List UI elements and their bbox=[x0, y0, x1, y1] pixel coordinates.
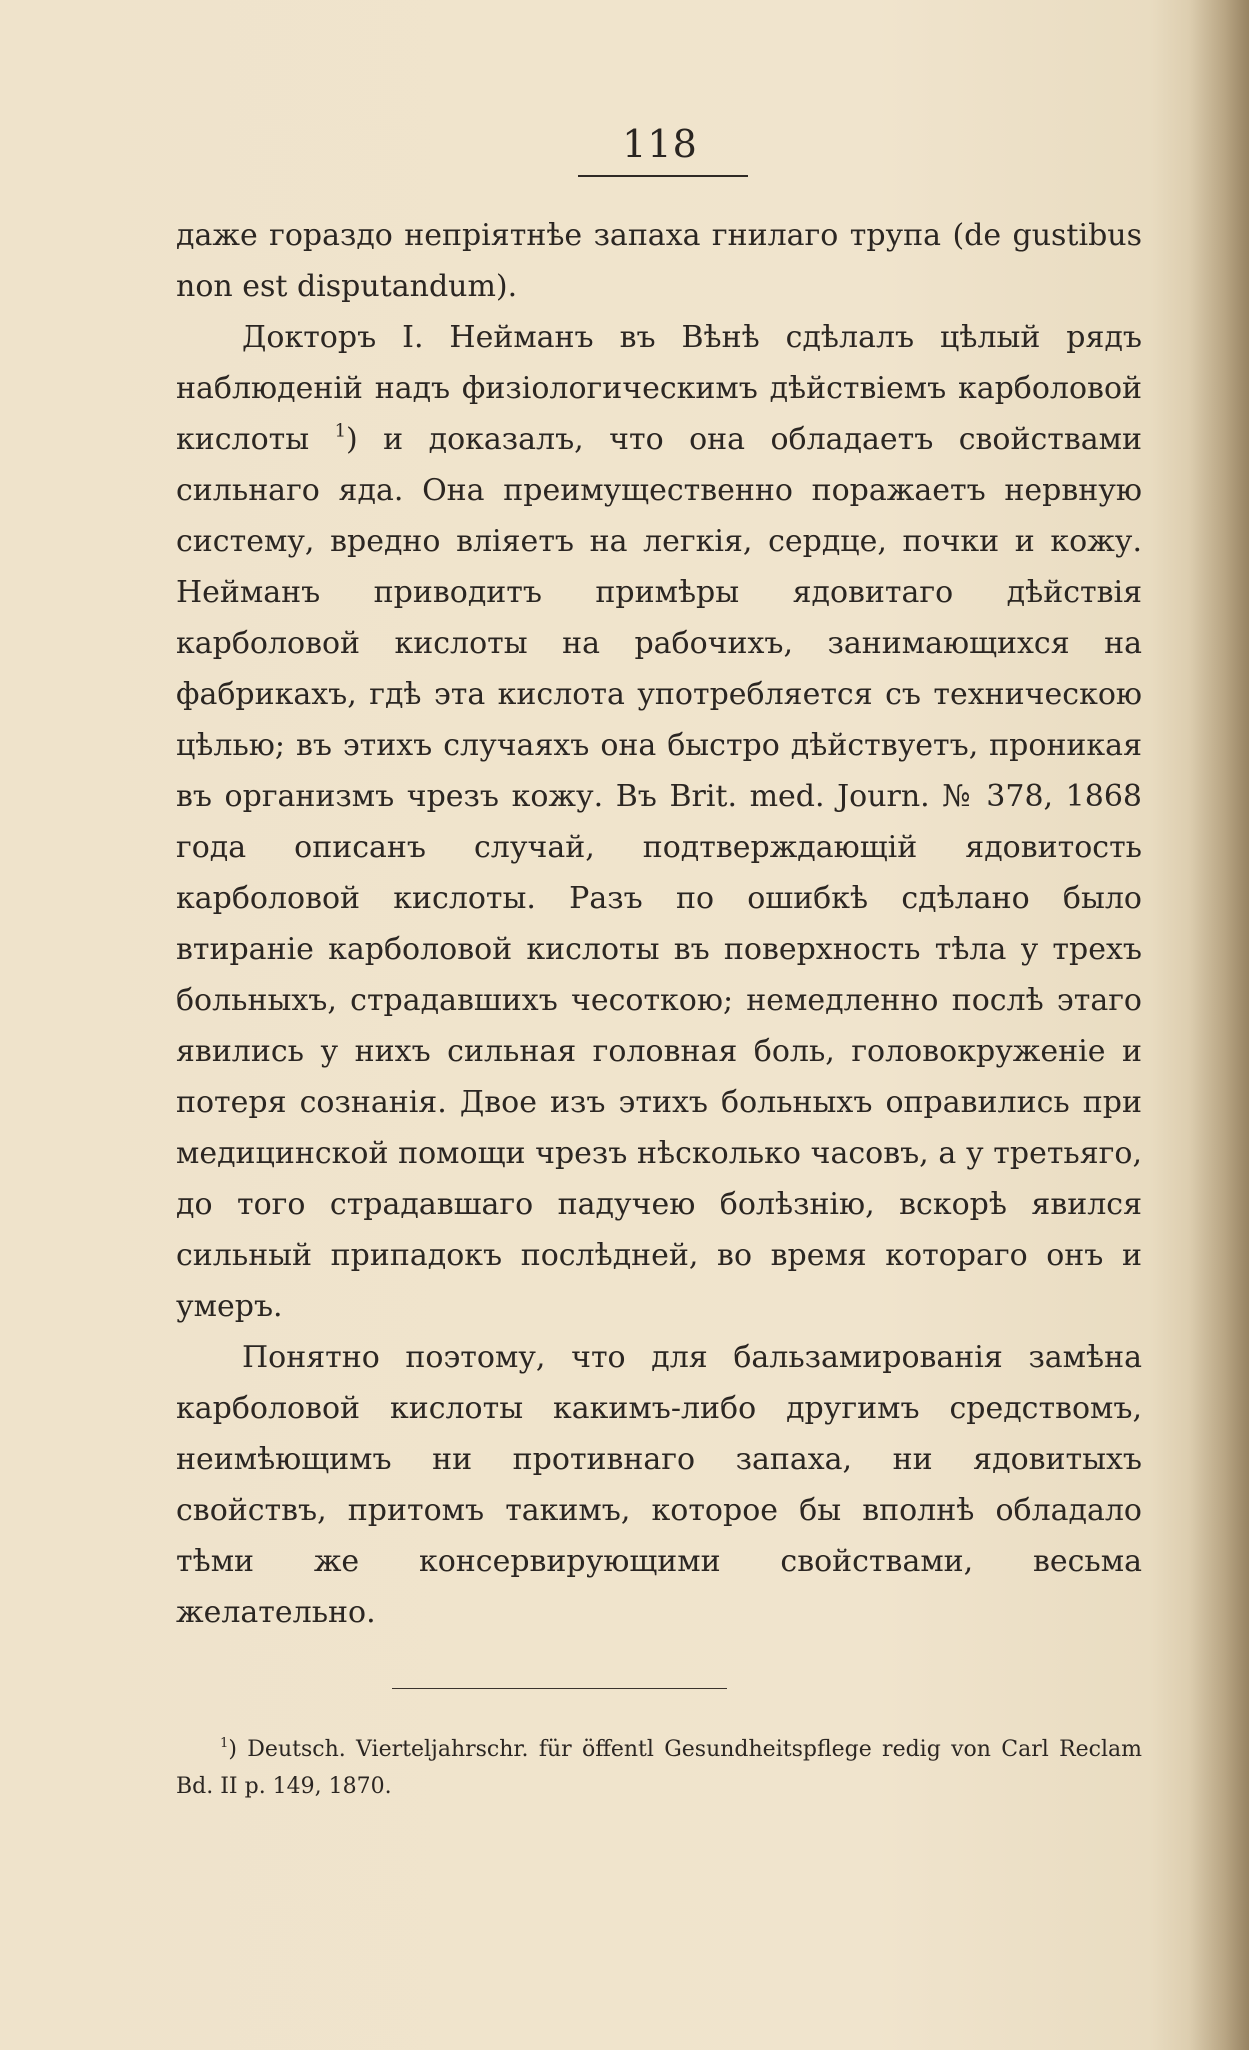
footnote-mark: 1 bbox=[220, 1735, 229, 1751]
footnote bbox=[176, 1731, 1142, 1805]
page-number: 118 bbox=[622, 122, 698, 166]
footnote-text: ) Deutsch. Vierteljahrschr. für öffentl Gesundheitspflege redig von Carl Reclam Bd. II p. 149, 1870. bbox=[176, 1737, 1142, 1799]
header-rule bbox=[578, 175, 748, 177]
footnote-rule bbox=[392, 1688, 727, 1689]
paragraph-2 bbox=[176, 312, 1142, 1332]
paragraph-3: Понятно поэтому, что для бальзамированія замѣна карболовой кислоты какимъ-либо другимъ средствомъ, неимѣющимъ ни противнаго запаха, ни ядовитыхъ свойствъ, притомъ такимъ, которое бы вполнѣ обладало тѣми же консервирующими свойствами, весьма желательно. bbox=[176, 1340, 1142, 1630]
page-edge-shadow bbox=[1189, 0, 1249, 2050]
paragraph-1: даже гораздо непріятнѣе запаха гнилаго трупа (de gustibus non est disputandum). bbox=[176, 218, 1142, 304]
footnote-paragraph bbox=[176, 1731, 1142, 1805]
paragraph-2-after-ref: ) и доказалъ, что она обладаетъ свойствами сильнаго яда. Она преимущественно поражаетъ нервную систему, вредно вліяетъ на легкія, сердце, почки и кожу. Нейманъ приводитъ примѣры ядовитаго дѣйствія карболовой кислоты на рабочихъ, занимающихся на фабрикахъ, гдѣ эта кислота употребляется съ техническою цѣлью; въ этихъ случаяхъ она быстро дѣйствуетъ, проникая въ организмъ чрезъ кожу. Въ Brit. med. Journ. № 378, 1868 года описанъ случай, подтверждающій ядовитость карболовой кислоты. Разъ по ошибкѣ сдѣлано было втираніе карболовой кислоты въ поверхность тѣла у трехъ больныхъ, страдавшихъ чесоткою; немедленно послѣ этаго явились у нихъ сильная головная боль, головокруженіе и потеря сознанія. Двое изъ этихъ больныхъ оправились при медицинской помощи чрезъ нѣсколько часовъ, а у третьяго, до того страдавшаго падучею болѣзнію, вскорѣ явился сильный припадокъ послѣдней, во время котораго онъ и умеръ. bbox=[176, 422, 1142, 1324]
paragraph-2-before-ref: Докторъ I. Нейманъ въ Вѣнѣ сдѣлалъ цѣлый рядъ наблюденій надъ физiологическимъ дѣйствіемъ карболовой кислоты bbox=[176, 320, 1142, 457]
body-text bbox=[176, 210, 1142, 1638]
footnote-ref-mark: 1 bbox=[334, 420, 347, 442]
